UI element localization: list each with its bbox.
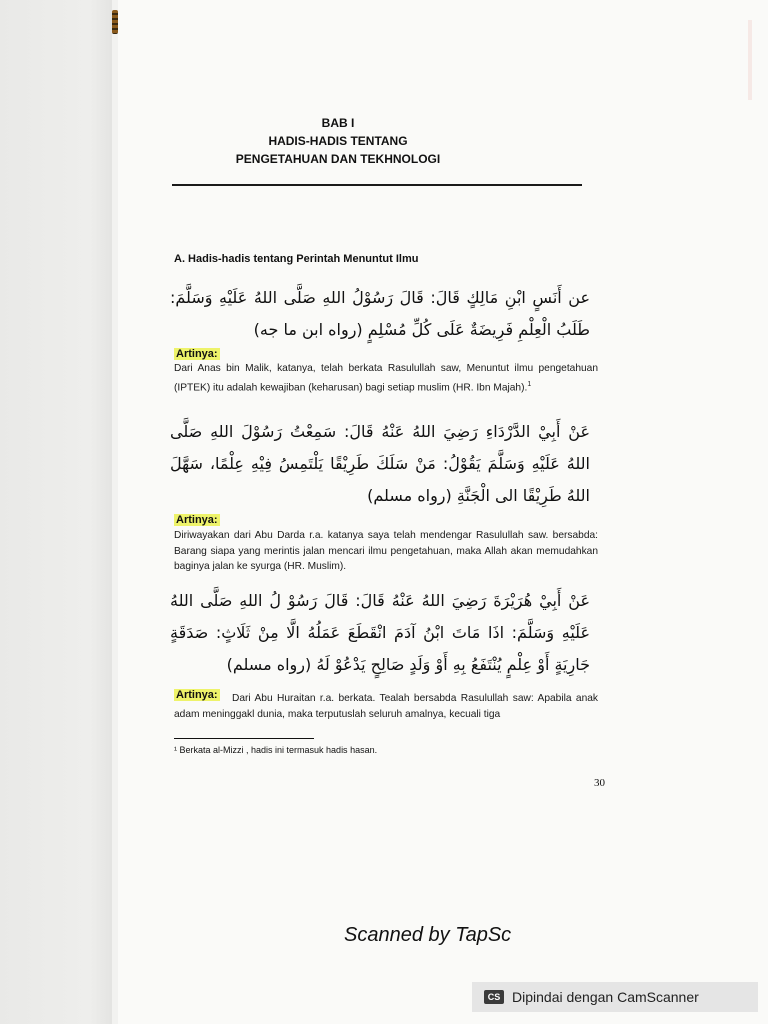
hadith-1-translation-text: Dari Anas bin Malik, katanya, telah berkata Rasulullah saw, Menuntut ilmu pengetahuan (IPTEK) itu adalah kewajiban (keharusan) bagi setiap muslim (HR. Ibn Majah). xyxy=(174,363,598,393)
hadith-2-arabic: عَنْ أَبِيْ الدَّرْدَاءِ رَضِيَ اللهُ عَنْهُ قَالَ: سَمِعْتُ رَسُوْلَ اللهِ صَلَّى اللهُ عَلَيْهِ وَسَلَّمَ يَقُوْلُ: مَنْ سَلَكَ طَرِيْقًا يَلْتَمِسُ فِيْهِ عِلْمًا، سَهَّلَ اللهُ طَرِيْقًا الى الْجَنَّةِ (رواه مسلم) xyxy=(170,422,590,505)
chapter-title-line1: HADIS-HADIS TENTANG xyxy=(268,134,408,148)
hadith-3-label: Artinya: xyxy=(176,689,218,701)
document-page xyxy=(118,0,768,1024)
title-divider xyxy=(172,184,582,186)
hadith-1-arabic: عن أَنَسٍ ابْنِ مَالِكٍ قَالَ: قَالَ رَسُوْلُ اللهِ صَلَّى اللهُ عَلَيْهِ وَسَلَّمَ: طَلَبُ الْعِلْمِ فَرِيضَةٌ عَلَى كُلِّ مُسْلِمٍ (رواه ابن ما جه) xyxy=(170,288,590,339)
tapscanner-watermark: Scanned by TapSc xyxy=(344,924,512,946)
chapter-title-line2: PENGETAHUAN DAN TEKHNOLOGI xyxy=(235,152,441,166)
hadith-3-arabic: عَنْ أَبِيْ هُرَيْرَةَ رَضِيَ اللهُ عَنْهُ قَالَ: قَالَ رَسُوْ لُ اللهِ صَلَّى اللهُ عَلَيْهِ وَسَلَّمَ: اذَا مَاتَ ابْنُ آدَمَ انْقَطَعَ عَمَلُهُ الَّا مِنْ ثَلَاثٍ: صَدَقَةٍ جَارِيَةٍ أَوْ عِلْمٍ يُنْتَفَعُ بِهِ أَوْ وَلَدٍ صَالِحٍ يَدْعُوْ لَهُ (رواه مسلم) xyxy=(170,591,590,674)
scan-background xyxy=(0,0,112,1024)
footnote-reference: 1 xyxy=(527,380,532,388)
footnote: ¹ Berkata al-Mizzi , hadis ini termasuk hadis hasan. xyxy=(174,745,378,755)
hadith-1-label: Artinya: xyxy=(176,348,218,360)
hadith-1-translation xyxy=(174,361,598,395)
section-heading: A. Hadis-hadis tentang Perintah Menuntut Ilmu xyxy=(174,253,419,265)
camscanner-logo-icon: CS xyxy=(484,990,504,1004)
hadith-2-label: Artinya: xyxy=(176,514,218,526)
hadith-2-translation: Diriwayakan dari Abu Darda r.a. katanya saya telah mendengar Rasulullah saw. bersabda: Barang siapa yang merintis jalan mencari ilmu pengetahuan, maka Allah akan memudahkan baginya jalan ke syurga (HR. Muslim). xyxy=(174,530,598,572)
page-edge-mark xyxy=(748,20,752,100)
hadith-3-translation: Dari Abu Huraitan r.a. berkata. Tealah bersabda Rasulullah saw: Apabila anak adam meninggakl dunia, maka terputuslah seluruh amalnya, kecuali tiga xyxy=(174,693,598,720)
camscanner-watermark xyxy=(472,982,758,1012)
chapter-label: BAB I xyxy=(321,116,355,130)
camscanner-label: Dipindai dengan CamScanner xyxy=(512,989,699,1005)
footnote-divider xyxy=(174,738,314,739)
page-number: 30 xyxy=(594,777,605,789)
